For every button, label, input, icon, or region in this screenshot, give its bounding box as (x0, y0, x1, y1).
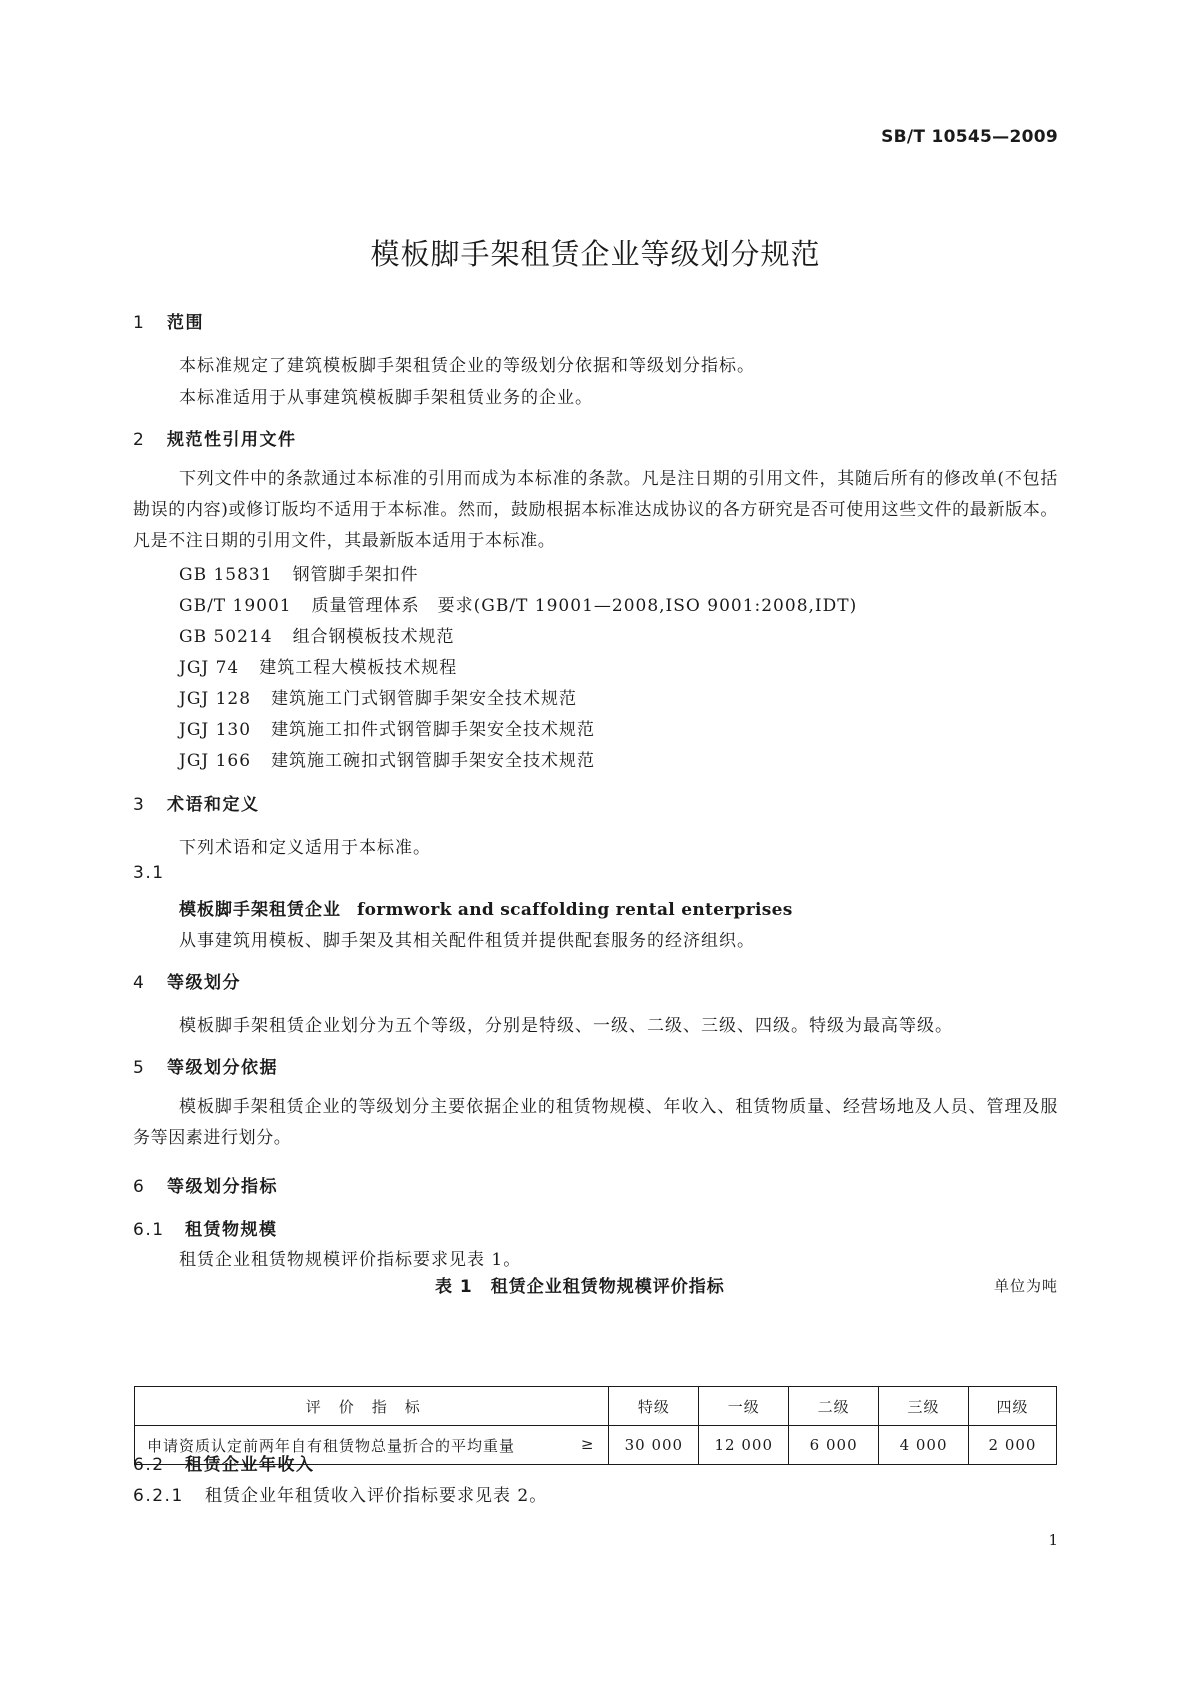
term-entry (179, 895, 793, 920)
clause-text: 租赁企业年租赁收入评价指标要求见表 2。 (205, 1486, 548, 1506)
subsection-title: 租赁物规模 (185, 1220, 278, 1240)
section-title: 等级划分 (167, 973, 241, 993)
section-3-intro: 下列术语和定义适用于本标准。 (179, 838, 431, 858)
subsection-6-1-paragraph: 租赁企业租赁物规模评价指标要求见表 1。 (179, 1250, 522, 1270)
table-header-cell: 四级 (969, 1387, 1057, 1426)
reference-title: 建筑施工扣件式钢管脚手架安全技术规范 (271, 720, 596, 740)
table-header-cell: 三级 (879, 1387, 969, 1426)
section-5-heading (133, 1053, 278, 1078)
subsection-6-1-heading (133, 1215, 278, 1240)
section-1-paragraph-2: 本标准适用于从事建筑模板脚手架租赁业务的企业。 (179, 388, 593, 408)
section-3-heading (133, 790, 260, 815)
reference-item (179, 715, 595, 740)
section-number: 4 (133, 973, 146, 993)
reference-item (179, 591, 857, 616)
comparison-operator: ≥ (580, 1434, 595, 1453)
table-header-row (135, 1387, 1057, 1426)
term-definition: 从事建筑用模板、脚手架及其相关配件租赁并提供配套服务的经济组织。 (179, 931, 755, 951)
reference-code: JGJ 128 (179, 689, 252, 709)
reference-code: JGJ 74 (179, 658, 240, 678)
section-number: 5 (133, 1058, 146, 1078)
document-title: 模板脚手架租赁企业等级划分规范 (370, 237, 821, 271)
reference-item (179, 746, 595, 771)
reference-item (179, 560, 419, 585)
table-header-cell: 二级 (789, 1387, 879, 1426)
reference-code: GB/T 19001 (179, 596, 292, 616)
section-title: 等级划分指标 (167, 1177, 278, 1197)
section-1-heading (133, 308, 204, 333)
table-cell: 2 000 (969, 1426, 1057, 1465)
table-header-cell: 评价指标 (135, 1387, 609, 1426)
section-number: 6 (133, 1177, 146, 1197)
section-title: 规范性引用文件 (167, 430, 297, 450)
reference-item (179, 653, 457, 678)
term-chinese: 模板脚手架租赁企业 (179, 900, 341, 920)
table-header-cell: 特级 (609, 1387, 699, 1426)
section-number: 2 (133, 430, 146, 450)
reference-title: 组合钢模板技术规范 (292, 627, 455, 647)
subsection-number: 6.2 (133, 1455, 165, 1475)
table-cell: 12 000 (699, 1426, 789, 1465)
reference-title: 钢管脚手架扣件 (292, 565, 419, 585)
reference-code: GB 15831 (179, 565, 273, 585)
reference-code: JGJ 166 (179, 751, 252, 771)
section-6-heading (133, 1172, 278, 1197)
table-1-caption: 表 1 租赁企业租赁物规模评价指标 (435, 1277, 725, 1297)
indicator-text: 申请资质认定前两年自有租赁物总量折合的平均重量 (147, 1436, 516, 1455)
reference-code: JGJ 130 (179, 720, 252, 740)
reference-title: 建筑施工碗扣式钢管脚手架安全技术规范 (271, 751, 596, 771)
subsection-number: 6.1 (133, 1220, 165, 1240)
page-number: 1 (1048, 1531, 1058, 1549)
clause-number: 6.2.1 (133, 1486, 184, 1506)
reference-title: 质量管理体系 要求(GB/T 19001—2008,ISO 9001:2008,IDT) (311, 596, 858, 616)
subsection-6-2-heading (133, 1450, 315, 1475)
reference-code: GB 50214 (179, 627, 273, 647)
reference-title: 建筑施工门式钢管脚手架安全技术规范 (271, 689, 578, 709)
section-number: 3 (133, 795, 146, 815)
section-2-intro: 下列文件中的条款通过本标准的引用而成为本标准的条款。凡是注日期的引用文件，其随后所有的修改单(不包括勘误的内容)或修订版均不适用于本标准。然而，鼓励根据本标准达成协议的各方研究是否可使用这些文件的最新版本。凡是不注日期的引用文件，其最新版本适用于本标准。 (133, 469, 1058, 551)
reference-title: 建筑工程大模板技术规程 (259, 658, 458, 678)
section-1-paragraph-1: 本标准规定了建筑模板脚手架租赁企业的等级划分依据和等级划分指标。 (179, 356, 755, 376)
section-5-paragraph: 模板脚手架租赁企业的等级划分主要依据企业的租赁物规模、年收入、租赁物质量、经营场地及人员、管理及服务等因素进行划分。 (133, 1097, 1058, 1148)
subsection-number: 3.1 (133, 863, 165, 883)
section-title: 范围 (167, 313, 204, 333)
section-4-heading (133, 968, 241, 993)
table-cell: 6 000 (789, 1426, 879, 1465)
table-cell: 4 000 (879, 1426, 969, 1465)
term-english: formwork and scaffolding rental enterprises (357, 900, 793, 920)
section-title: 术语和定义 (167, 795, 260, 815)
table-cell: 30 000 (609, 1426, 699, 1465)
clause-6-2-1 (133, 1481, 547, 1506)
subsection-title: 租赁企业年收入 (185, 1455, 315, 1475)
section-4-paragraph: 模板脚手架租赁企业划分为五个等级，分别是特级、一级、二级、三级、四级。特级为最高等级。 (179, 1016, 953, 1036)
section-2-heading (133, 425, 297, 450)
standard-code: SB/T 10545—2009 (881, 127, 1058, 147)
reference-item (179, 684, 577, 709)
section-number: 1 (133, 313, 146, 333)
reference-item (179, 622, 455, 647)
section-title: 等级划分依据 (167, 1058, 278, 1078)
table-header-cell: 一级 (699, 1387, 789, 1426)
table-1-unit: 单位为吨 (993, 1277, 1058, 1295)
